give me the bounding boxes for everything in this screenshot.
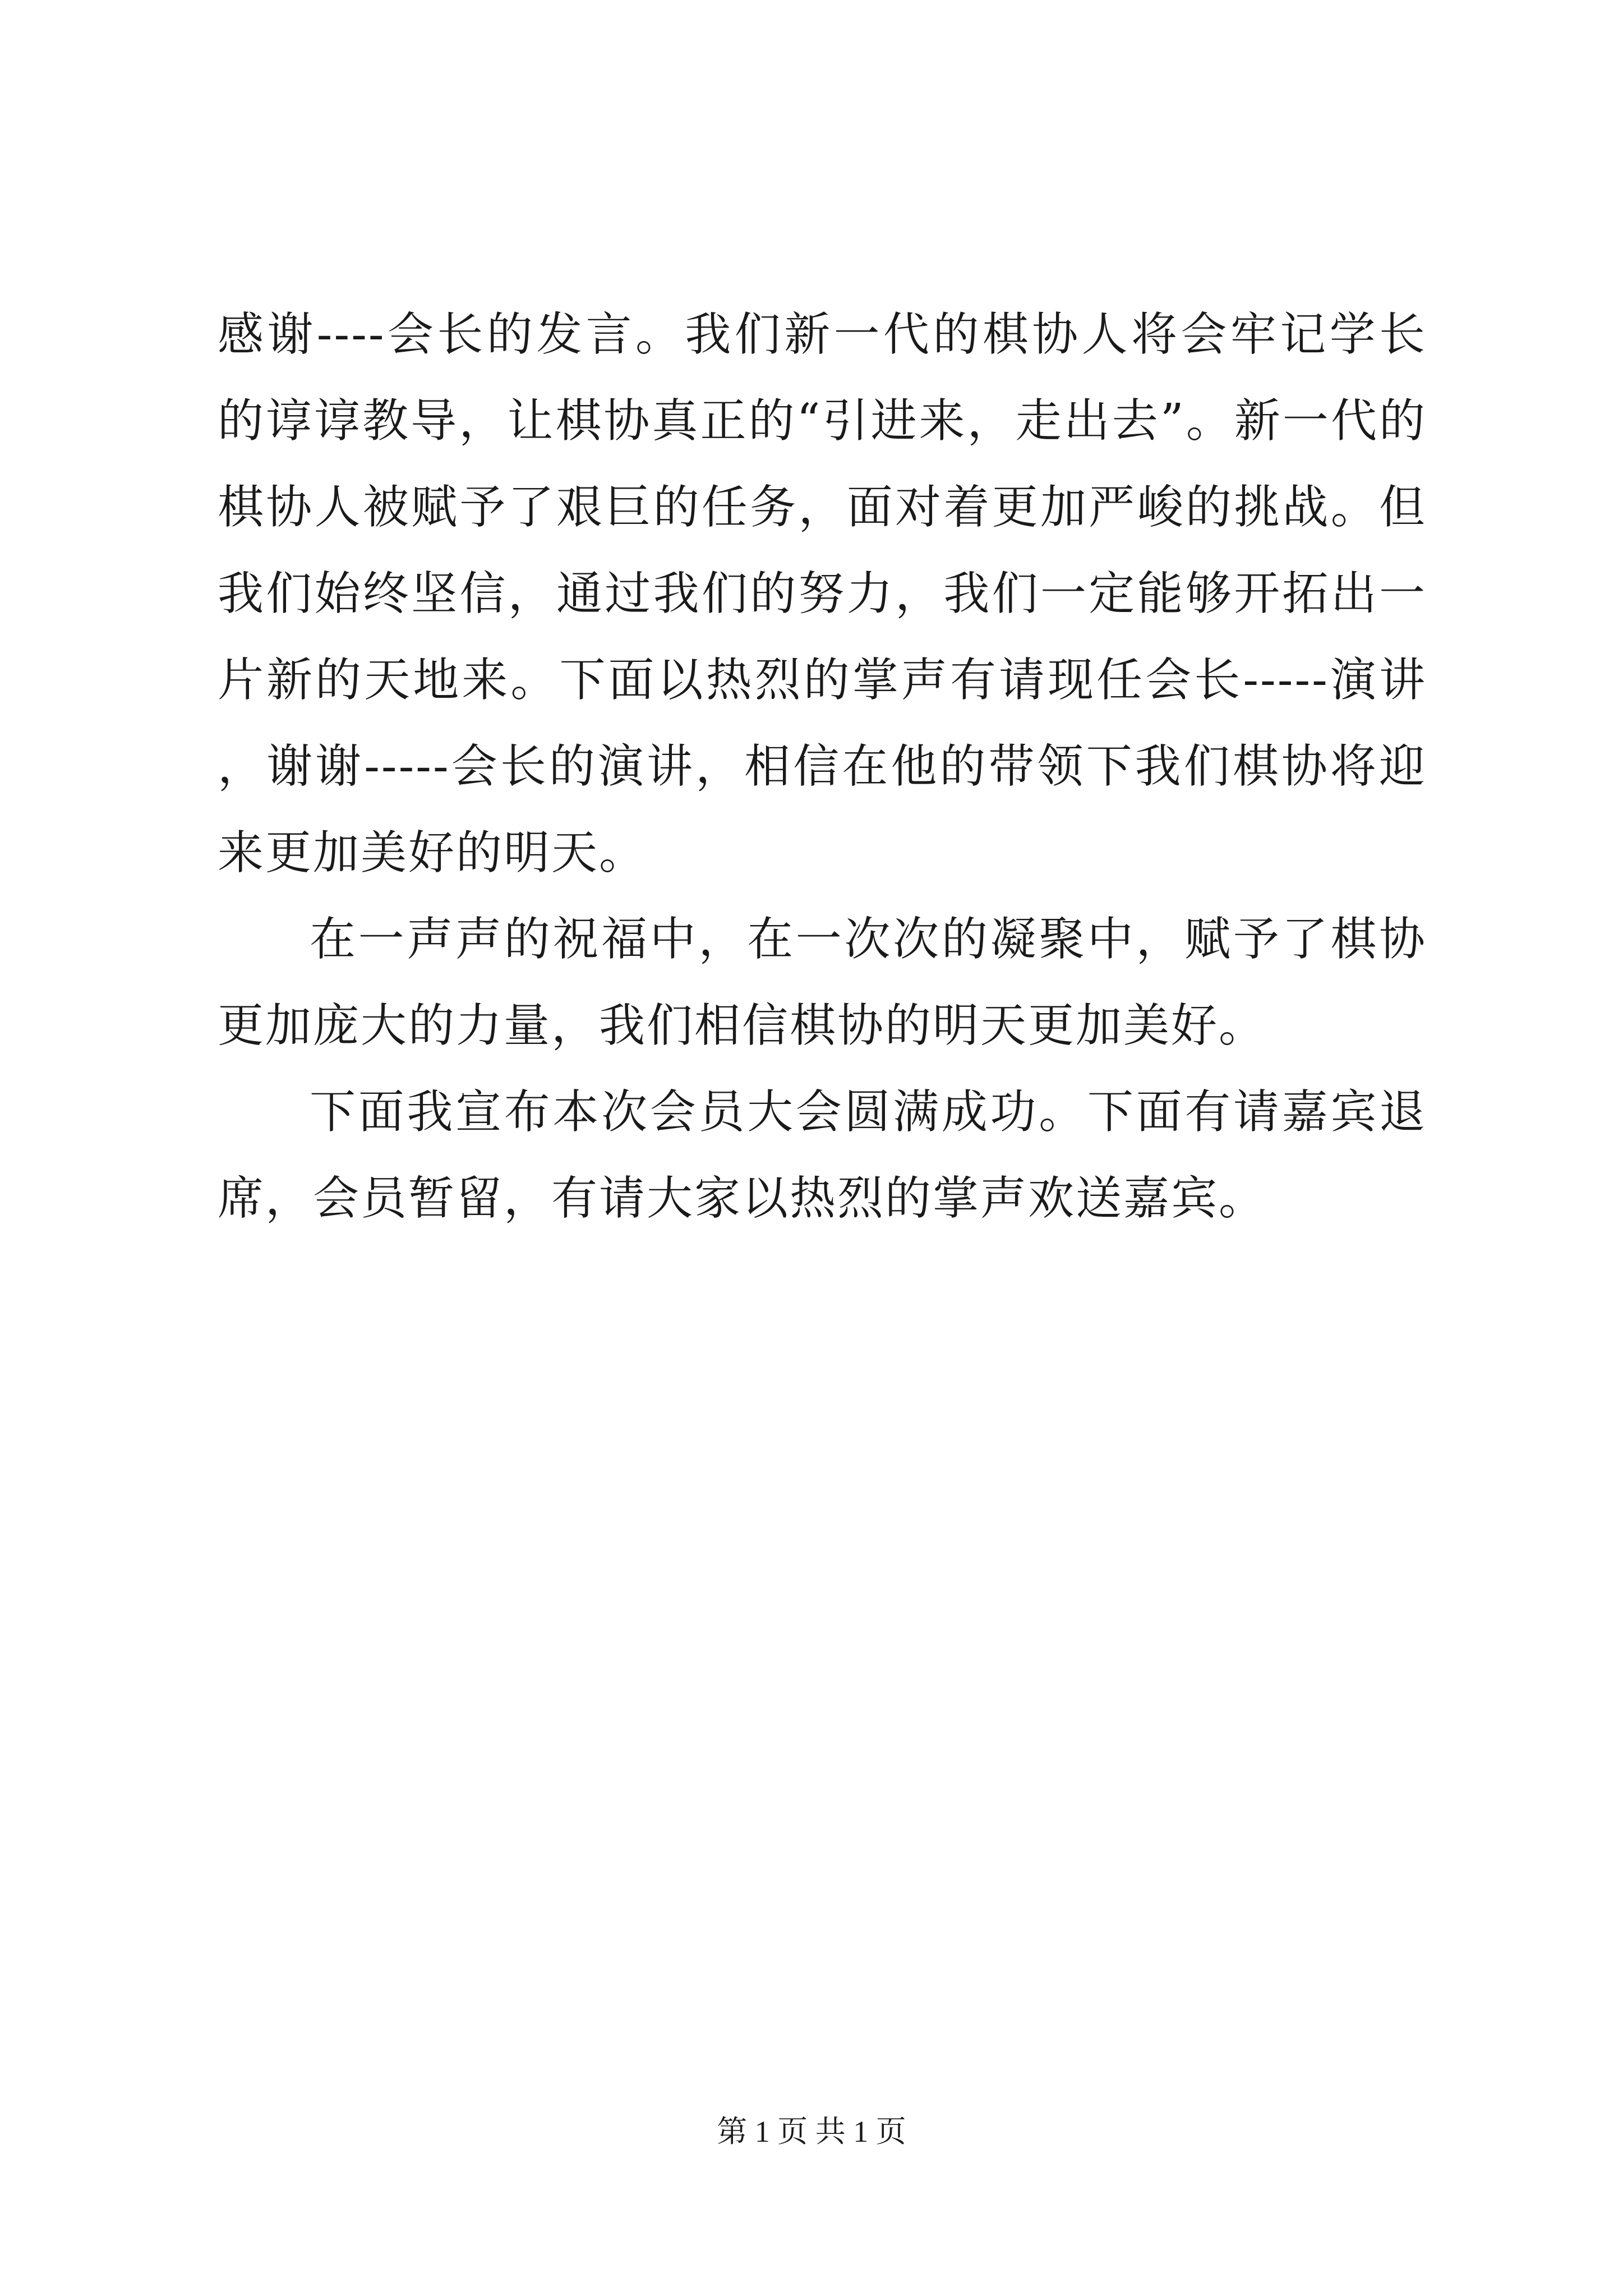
- page-number-footer: 第 1 页 共 1 页: [717, 2115, 906, 2148]
- paragraph-1: 感谢----会长的发言。我们新一代的棋协人将会牢记学长的谆谆教导，让棋协真正的“引进来，走出去”。新一代的棋协人被赋予了艰巨的任务，面对着更加严峻的挑战。但我们始终坚信，通过我们的努力，我们一定能够开拓出一片新的天地来。下面以热烈的掌声有请现任会长-----演讲，谢谢-----会长的演讲，相信在他的带领下我们棋协将迎来更加美好的明天。: [218, 308, 1427, 880]
- paragraph-3: 下面我宣布本次会员大会圆满成功。下面有请嘉宾退席，会员暂留，有请大家以热烈的掌声欢送嘉宾。: [218, 1085, 1427, 1225]
- document-body: [218, 292, 1427, 1242]
- paragraph-2: 在一声声的祝福中，在一次次的凝聚中，赋予了棋协更加庞大的力量，我们相信棋协的明天更加美好。: [218, 913, 1427, 1052]
